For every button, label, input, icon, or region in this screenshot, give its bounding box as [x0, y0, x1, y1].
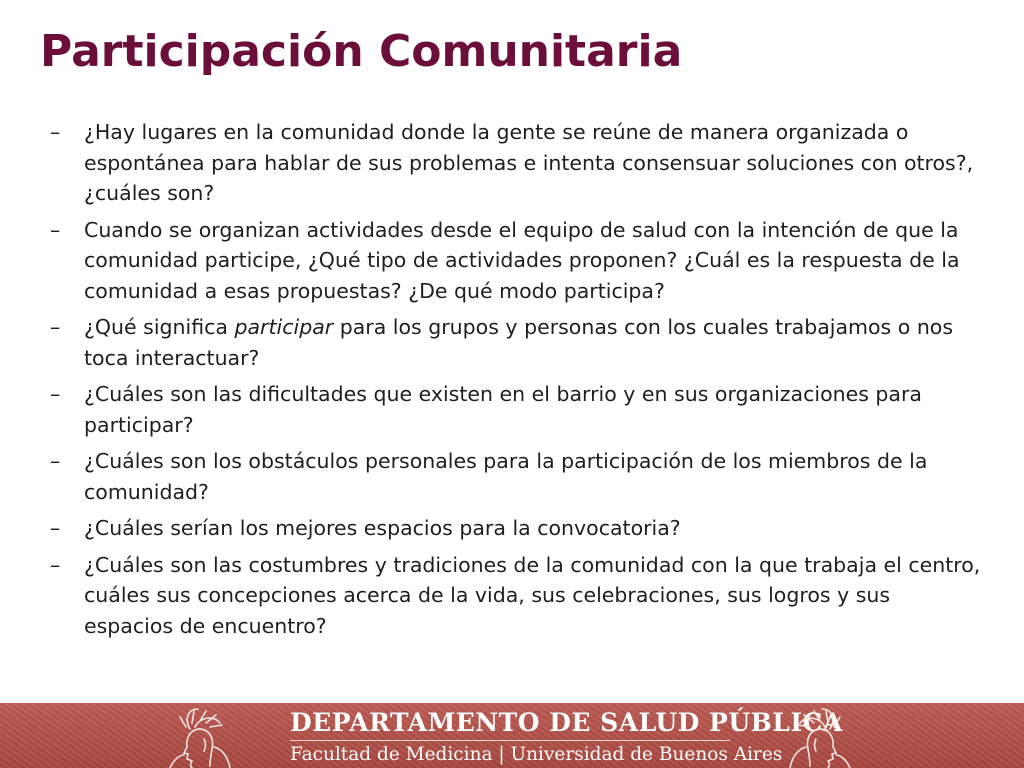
bullet-item [50, 117, 985, 209]
bullet-text-after: para los grupos y personas con los cuales trabajamos o nos toca interactuar? [84, 315, 954, 370]
bullet-text [84, 312, 985, 373]
bullet-item [50, 379, 985, 440]
bullet-text: ¿Hay lugares en la comunidad donde la gente se reúne de manera organizada o espontánea para hablar de sus problemas e intenta consensuar soluciones con otros?, ¿cuáles son? [84, 120, 974, 205]
footer-divider [290, 740, 730, 741]
slide-title: Participación Comunitaria [40, 26, 683, 77]
bullet-dash: – [50, 449, 61, 473]
bullet-text: ¿Cuáles son las dificultades que existen en el barrio y en sus organizaciones para participar? [84, 382, 922, 437]
bullet-text: ¿Cuáles serían los mejores espacios para la convocatoria? [84, 516, 681, 540]
bullet-emphasis: participar [234, 315, 334, 339]
bullet-item [50, 312, 985, 373]
bullet-dash: – [50, 217, 61, 242]
footer-banner [0, 703, 1024, 768]
bullet-dash: – [50, 382, 61, 406]
bullet-dash: – [50, 315, 61, 339]
bullet-list [50, 117, 985, 647]
bullet-text: Cuando se organizan actividades desde el equipo de salud con la intención de que la comunidad participe, ¿Qué tipo de actividades proponen? ¿Cuál es la respuesta de la comunidad a esas propuestas? ¿De qué modo participa? [84, 217, 960, 303]
department-name: DEPARTAMENTO DE SALUD PÚBLICA [290, 708, 843, 737]
bullet-item [50, 446, 985, 507]
bullet-text: ¿Cuáles son los obstáculos personales para la participación de los miembros de la comunidad? [84, 449, 928, 504]
profile-head-emblem-icon [770, 703, 880, 768]
bullet-dash: – [50, 120, 61, 144]
bullet-item [50, 513, 985, 544]
bullet-text-before: ¿Qué significa [84, 315, 235, 339]
bullet-item [50, 215, 985, 307]
bullet-text: ¿Cuáles son las costumbres y tradiciones de la comunidad con la que trabaja el centro, cuáles sus concepciones acerca de la vida, sus celebraciones, sus logros y sus espacios de encuentro? [84, 552, 981, 638]
bullet-item [50, 550, 985, 642]
bullet-dash: – [50, 516, 61, 540]
bullet-dash: – [50, 552, 61, 577]
profile-head-emblem-icon [140, 703, 250, 768]
faculty-university-line: Facultad de Medicina | Universidad de Buenos Aires [290, 744, 783, 765]
